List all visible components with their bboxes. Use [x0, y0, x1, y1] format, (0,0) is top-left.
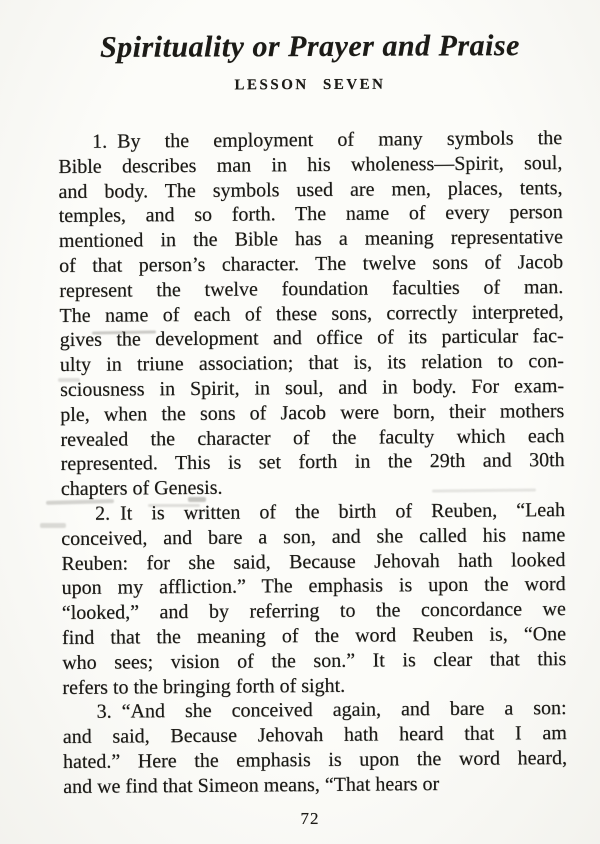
text-line: and said, Because Jehovah hath heard that I am: [62, 721, 567, 748]
text-line: find that the meaning of the word Reuben is, “One: [61, 622, 567, 649]
text-line: ple, when the sons of Jacob were born, their mothers: [60, 399, 565, 426]
text-line: 2. It is written of the birth of Reuben, “Leah: [94, 498, 566, 525]
text-line: chapters of Genesis.: [60, 476, 223, 500]
text-line: sciousness in Spirit, in soul, and in body. For exam-: [59, 374, 565, 401]
text-line: upon my affliction.” The emphasis is upon the word: [61, 572, 566, 599]
text-line: “looked,” and by referring to the concordance we: [61, 597, 566, 624]
text-line: represented. This is set forth in the 29th and 30th: [60, 448, 565, 475]
text-line: mentioned in the Bible has a meaning representative: [58, 225, 563, 252]
text-line: gives the development and office of its particular fac-: [59, 324, 564, 351]
text-line: The name of each of these sons, correctly interpreted,: [59, 300, 564, 327]
text-line: of that person’s character. The twelve sons of Jacob: [58, 250, 564, 277]
paragraph: [61, 498, 567, 700]
text-line: revealed the character of the faculty which each: [60, 424, 565, 451]
text-line: 1. By the employment of many symbols the: [92, 126, 563, 153]
text-line: 3. “And she conceived again, and bare a son:: [96, 696, 567, 723]
text-line: ulty in triune association; that is, its relation to con-: [59, 349, 564, 376]
text-line: conceived, and bare a son, and she called his name: [61, 523, 566, 550]
text-line: hated.” Here the emphasis is upon the word heard,: [62, 746, 568, 773]
text-line: and body. The symbols used are men, places, tents,: [58, 176, 563, 203]
page-number: 72: [300, 809, 320, 829]
text-line: refers to the bringing forth of sight.: [62, 673, 346, 699]
text-line: Reuben: for she said, Because Jehovah hath looked: [61, 548, 566, 575]
paragraph: [58, 126, 565, 502]
text-line: represent the twelve foundation faculties of man.: [59, 275, 564, 302]
paragraph: [62, 696, 567, 799]
lesson-heading: LESSON SEVEN: [234, 76, 386, 93]
text-line: temples, and so forth. The name of every person: [58, 201, 563, 227]
body-text: [58, 126, 567, 799]
page-title: Spirituality or Prayer and Praise: [99, 29, 520, 64]
text-line: and we find that Simeon means, “That hears or: [63, 772, 440, 798]
text-line: who sees; vision of the son.” It is clear that this: [62, 647, 567, 674]
text-line: Bible describes man in his wholeness—Spirit, soul,: [58, 151, 563, 178]
